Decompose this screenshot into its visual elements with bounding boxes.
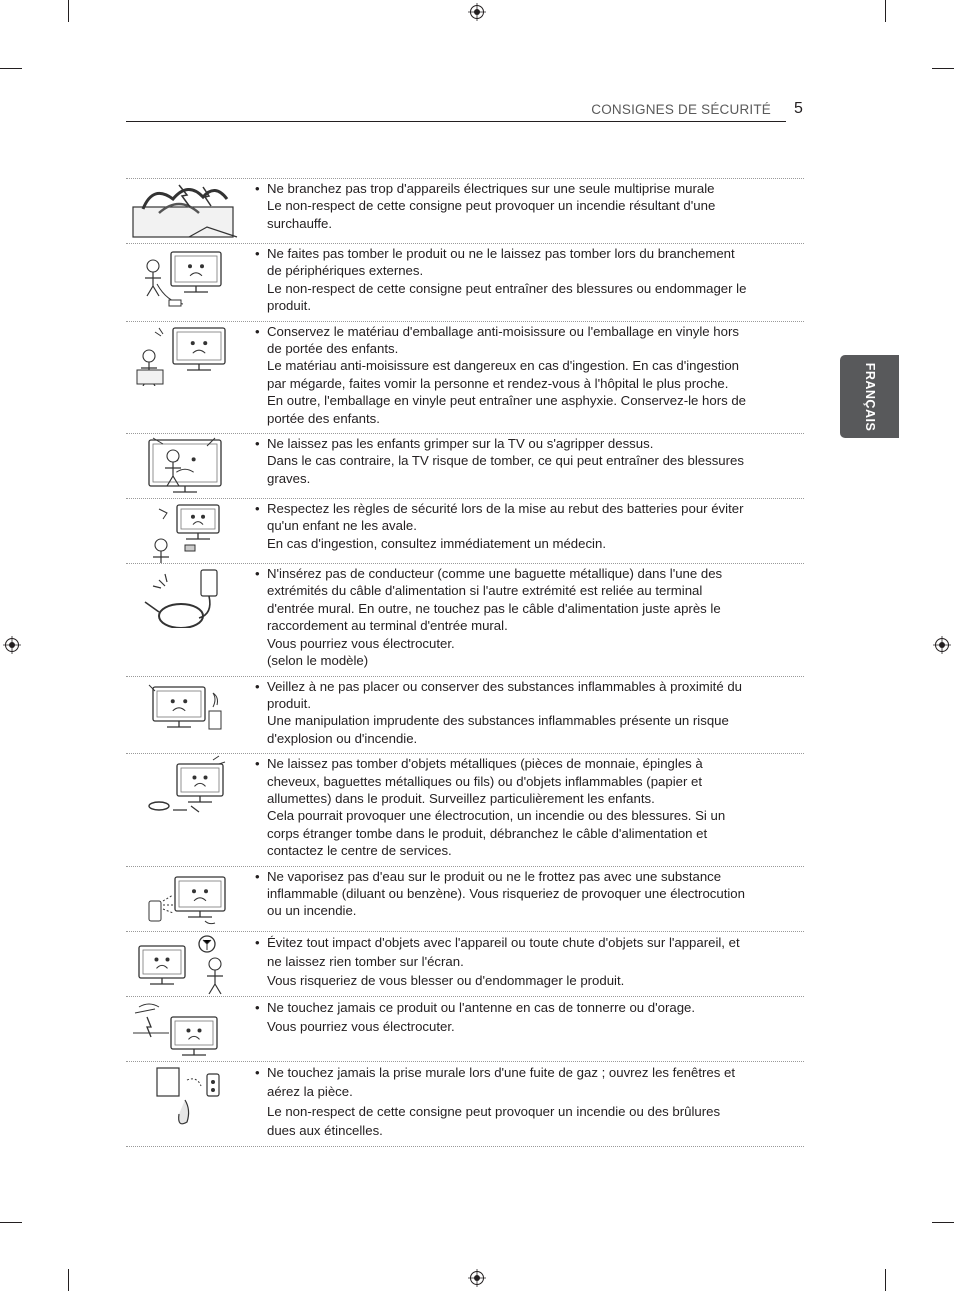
instruction-detail: Vous risqueriez de vous blesser ou d'endommager le produit.	[267, 972, 625, 988]
crop-mark	[0, 1222, 22, 1223]
bullet-icon: •	[255, 246, 260, 261]
instruction-detail: de portée des enfants.	[267, 341, 399, 357]
instruction-detail: Vous pourriez vous électrocuter.	[267, 1019, 455, 1035]
instruction-detail: ou un incendie.	[267, 903, 357, 919]
instruction-detail: (selon le modèle)	[267, 653, 369, 669]
instruction-detail: Vous pourriez vous électrocuter.	[267, 635, 455, 651]
bullet-item	[255, 678, 786, 695]
instruction-detail: raccordement au terminal d'entrée mural.	[267, 618, 508, 634]
instruction-text	[244, 179, 804, 243]
instruction-detail: Le matériau anti-moisissure est dangereux en cas d'ingestion. En cas d'ingestion	[267, 358, 739, 374]
instruction-text	[244, 322, 804, 433]
bullet-icon: •	[255, 436, 260, 452]
instruction-detail: produit.	[267, 695, 311, 711]
crop-mark	[885, 0, 886, 22]
lightning-storm-icon	[129, 997, 241, 1061]
language-tab	[840, 355, 899, 438]
instruction-main: Ne laissez pas les enfants grimper sur la TV ou s'agripper dessus.	[267, 436, 654, 452]
instruction-detail: d'explosion ou d'incendie.	[267, 730, 418, 746]
illustration	[126, 179, 244, 243]
bullet-item	[255, 245, 786, 262]
instruction-detail: dues aux étincelles.	[267, 1122, 383, 1138]
illustration	[126, 434, 244, 498]
instruction-detail: inflammable (diluant ou benzène). Vous risqueriez de provoquer une électrocution	[267, 885, 745, 901]
bullet-icon: •	[255, 934, 260, 950]
safety-row	[126, 1062, 804, 1147]
instruction-detail: de périphériques externes.	[267, 263, 424, 279]
instruction-detail: allumettes) dans le produit. Surveillez particulièrement les enfants.	[267, 790, 655, 806]
crop-mark	[885, 1269, 886, 1291]
crop-mark	[68, 1269, 69, 1291]
safety-instructions-list	[126, 178, 804, 1147]
registration-mark-icon	[468, 3, 486, 21]
bullet-item	[255, 933, 786, 952]
bullet-item	[255, 1063, 786, 1082]
gas-leak-outlet-icon	[129, 1062, 241, 1126]
instruction-main: Respectez les règles de sécurité lors de la mise au rebut des batteries pour éviter	[267, 501, 744, 517]
instruction-main: Ne faites pas tomber le produit ou ne le laissez pas tomber lors du branchement	[267, 246, 735, 261]
registration-mark-icon	[468, 1269, 486, 1287]
child-climbing-tv-icon	[129, 434, 241, 498]
bullet-item	[255, 500, 786, 517]
instruction-text	[244, 932, 804, 997]
power-strip-overload-icon	[129, 179, 241, 243]
bullet-icon: •	[255, 1000, 260, 1016]
safety-row	[126, 564, 804, 676]
child-battery-icon	[129, 499, 241, 563]
child-pulling-tv-icon	[129, 244, 241, 308]
illustration	[126, 997, 244, 1061]
bullet-item	[255, 868, 786, 885]
registration-mark-icon	[933, 636, 951, 654]
instruction-text	[244, 867, 804, 931]
bullet-icon: •	[255, 501, 260, 517]
section-title: CONSIGNES DE SÉCURITÉ	[591, 102, 771, 117]
crop-mark	[932, 68, 954, 69]
instruction-detail: par mégarde, faites vomir la personne et rendez-vous à l'hôpital le plus proche.	[267, 375, 729, 391]
illustration	[126, 677, 244, 754]
instruction-text	[244, 499, 804, 563]
crop-mark	[0, 68, 22, 69]
safety-row	[126, 499, 804, 564]
instruction-detail: En cas d'ingestion, consultez immédiatement un médecin.	[267, 535, 606, 551]
page-number: 5	[794, 100, 803, 117]
instruction-main: Ne touchez jamais la prise murale lors d'une fuite de gaz ; ouvrez les fenêtres et	[267, 1065, 735, 1081]
illustration	[126, 499, 244, 563]
instruction-text	[244, 754, 804, 865]
instruction-detail: contactez le centre de services.	[267, 843, 452, 859]
bullet-item	[255, 435, 786, 452]
bullet-icon: •	[255, 678, 260, 694]
language-tab-label: FRANÇAIS	[862, 362, 877, 431]
instruction-detail: portée des enfants.	[267, 410, 380, 426]
instruction-text	[244, 997, 804, 1061]
illustration	[126, 564, 244, 675]
instruction-detail: qu'un enfant ne les avale.	[267, 518, 417, 534]
instruction-main: Conservez le matériau d'emballage anti-moisissure ou l'emballage en vinyle hors	[267, 323, 739, 339]
illustration	[126, 322, 244, 433]
bullet-icon: •	[255, 1065, 260, 1081]
bullet-icon: •	[255, 181, 260, 196]
instruction-detail: Une manipulation imprudente des substances inflammables présente un risque	[267, 713, 729, 729]
bullet-icon: •	[255, 566, 260, 582]
instruction-main: Ne touchez jamais ce produit ou l'antenne en cas de tonnerre ou d'orage.	[267, 1000, 696, 1016]
illustration	[126, 244, 244, 321]
bullet-item	[255, 180, 786, 197]
instruction-main: Évitez tout impact d'objets avec l'appareil ou toute chute d'objets sur l'appareil, et	[267, 934, 740, 950]
instruction-detail: extrémités du câble d'alimentation si l'autre extrémité est reliée au terminal	[267, 583, 703, 599]
instruction-text	[244, 677, 804, 754]
illustration	[126, 867, 244, 931]
instruction-detail: Cela pourrait provoquer une électrocution, un incendie ou des blessures. Si un	[267, 808, 726, 824]
instruction-main: N'insérez pas de conducteur (comme une baguette métallique) dans l'une des	[267, 566, 723, 582]
instruction-detail: Le non-respect de cette consigne peut entraîner des blessures ou endommager le	[267, 280, 747, 296]
safety-row	[126, 322, 804, 434]
bullet-icon: •	[255, 323, 260, 339]
instruction-detail: corps étranger tombe dans le produit, débranchez le câble d'alimentation et	[267, 825, 708, 841]
safety-row	[126, 244, 804, 322]
instruction-text	[244, 434, 804, 498]
flammable-substance-icon	[129, 677, 241, 741]
instruction-detail: aérez la pièce.	[267, 1084, 353, 1100]
safety-row	[126, 754, 804, 866]
instruction-detail: d'entrée mural. En outre, ne touchez pas le câble d'alimentation juste après le	[267, 600, 721, 616]
instruction-main: Ne branchez pas trop d'appareils électriques sur une seule multiprise murale	[267, 181, 715, 196]
safety-row	[126, 677, 804, 755]
registration-mark-icon	[3, 636, 21, 654]
metal-objects-icon	[129, 754, 241, 818]
spray-water-icon	[129, 867, 241, 931]
illustration	[126, 1062, 244, 1146]
instruction-detail: produit.	[267, 298, 311, 314]
safety-row	[126, 997, 804, 1062]
bullet-item	[255, 323, 786, 340]
instruction-detail: graves.	[267, 470, 311, 486]
instruction-detail: Le non-respect de cette consigne peut provoquer un incendie résultant d'une	[267, 198, 716, 214]
instruction-detail: Dans le cas contraire, la TV risque de tomber, ce qui peut entraîner des blessures	[267, 453, 744, 469]
instruction-main: Ne laissez pas tomber d'objets métalliques (pièces de monnaie, épingles à	[267, 756, 703, 772]
child-packaging-icon	[129, 322, 241, 386]
instruction-detail: surchauffe.	[267, 215, 333, 231]
safety-row	[126, 932, 804, 998]
bullet-item	[255, 998, 786, 1017]
instruction-text	[244, 564, 804, 675]
bullet-icon: •	[255, 756, 260, 772]
instruction-main: Veillez à ne pas placer ou conserver des substances inflammables à proximité du	[267, 678, 743, 694]
safety-row	[126, 179, 804, 244]
ball-impact-icon	[129, 932, 241, 996]
safety-row	[126, 434, 804, 499]
safety-row	[126, 867, 804, 932]
instruction-detail: Le non-respect de cette consigne peut provoquer un incendie ou des brûlures	[267, 1103, 721, 1119]
bullet-item	[255, 755, 786, 772]
instruction-detail: ne laissez rien tomber sur l'écran.	[267, 953, 464, 969]
instruction-detail: En outre, l'emballage en vinyle peut entraîner une asphyxie. Conservez-le hors de	[267, 393, 747, 409]
header-divider	[126, 121, 786, 122]
illustration	[126, 754, 244, 865]
instruction-detail: cheveux, baguettes métalliques ou fils) ou d'objets inflammables (papier et	[267, 773, 703, 789]
bullet-icon: •	[255, 868, 260, 884]
illustration	[126, 932, 244, 997]
crop-mark	[68, 0, 69, 22]
crop-mark	[932, 1222, 954, 1223]
outlet-conductor-icon	[129, 564, 241, 628]
bullet-item	[255, 565, 786, 582]
instruction-text	[244, 1062, 804, 1146]
instruction-text	[244, 244, 804, 321]
instruction-main: Ne vaporisez pas d'eau sur le produit ou ne le frottez pas avec une substance	[267, 868, 722, 884]
